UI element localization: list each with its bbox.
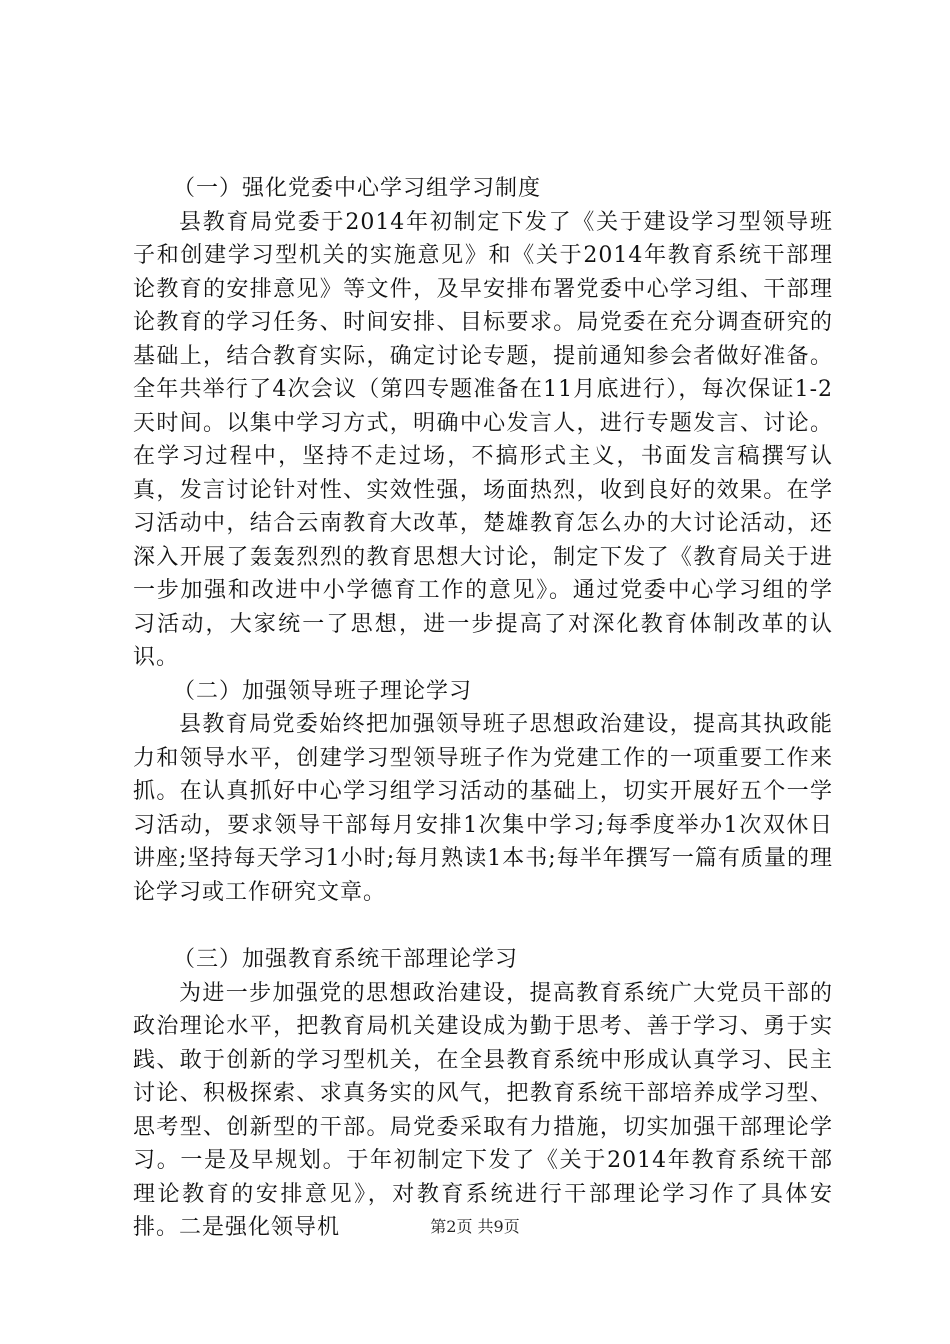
section-paragraph-2: 县教育局党委始终把加强领导班子思想政治建设，提高其执政能力和领导水平，创建学习型领导班子作为党建工作的一项重要工作来抓。在认真抓好中心学习组学习活动的基础上，切实开展好五个一学习活动，要求领导干部每月安排1次集中学习;每季度举办1次双休日讲座;坚持每天学习1小时;每月熟读1本书;每半年撰写一篇有质量的理论学习或工作研究文章。 [133,712,833,905]
section-paragraph-3: 为进一步加强党的思想政治建设，提高教育系统广大党员干部的政治理论水平，把教育局机关建设成为勤于思考、善于学习、勇于实践、敢于创新的学习型机关，在全县教育系统中形成认真学习、民主讨论、积极探索、求真务实的风气，把教育系统干部培养成学习型、思考型、创新型的干部。局党委采取有力措施，切实加强干部理论学习。一是及早规划。于年初制定下发了《关于2014年教育系统干部理论教育的安排意见》，对教育系统进行干部理论学习作了具体安排。二是强化领导机 [133,980,833,1240]
section-heading-3: （三）加强教育系统干部理论学习 [173,947,519,972]
section-paragraph-1: 县教育局党委于2014年初制定下发了《关于建设学习型领导班子和创建学习型机关的实施意见》和《关于2014年教育系统干部理论教育的安排意见》等文件，及早安排布署党委中心学习组、干部理论教育的学习任务、时间安排、目标要求。局党委在充分调查研究的基础上，结合教育实际，确定讨论专题，提前通知参会者做好准备。全年共举行了4次会议（第四专题准备在11月底进行），每次保证1-2天时间。以集中学习方式，明确中心发言人，进行专题发言、讨论。在学习过程中，坚持不走过场，不搞形式主义，书面发言稿撰写认真，发言讨论针对性、实效性强，场面热烈，收到良好的效果。在学习活动中，结合云南教育大改革，楚雄教育怎么办的大讨论活动，还深入开展了轰轰烈烈的教育思想大讨论，制定下发了《教育局关于进一步加强和改进中小学德育工作的意见》。通过党委中心学习组的学习活动，大家统一了思想，进一步提高了对深化教育体制改革的认识。 [133,209,833,670]
section-heading-2: （二）加强领导班子理论学习 [173,678,473,704]
document-body [133,172,833,1245]
section-heading-1: （一）强化党委中心学习组学习制度 [173,176,542,201]
page-number-footer: 第2页 共9页 [430,1217,520,1236]
paragraph-spacer [133,909,833,943]
